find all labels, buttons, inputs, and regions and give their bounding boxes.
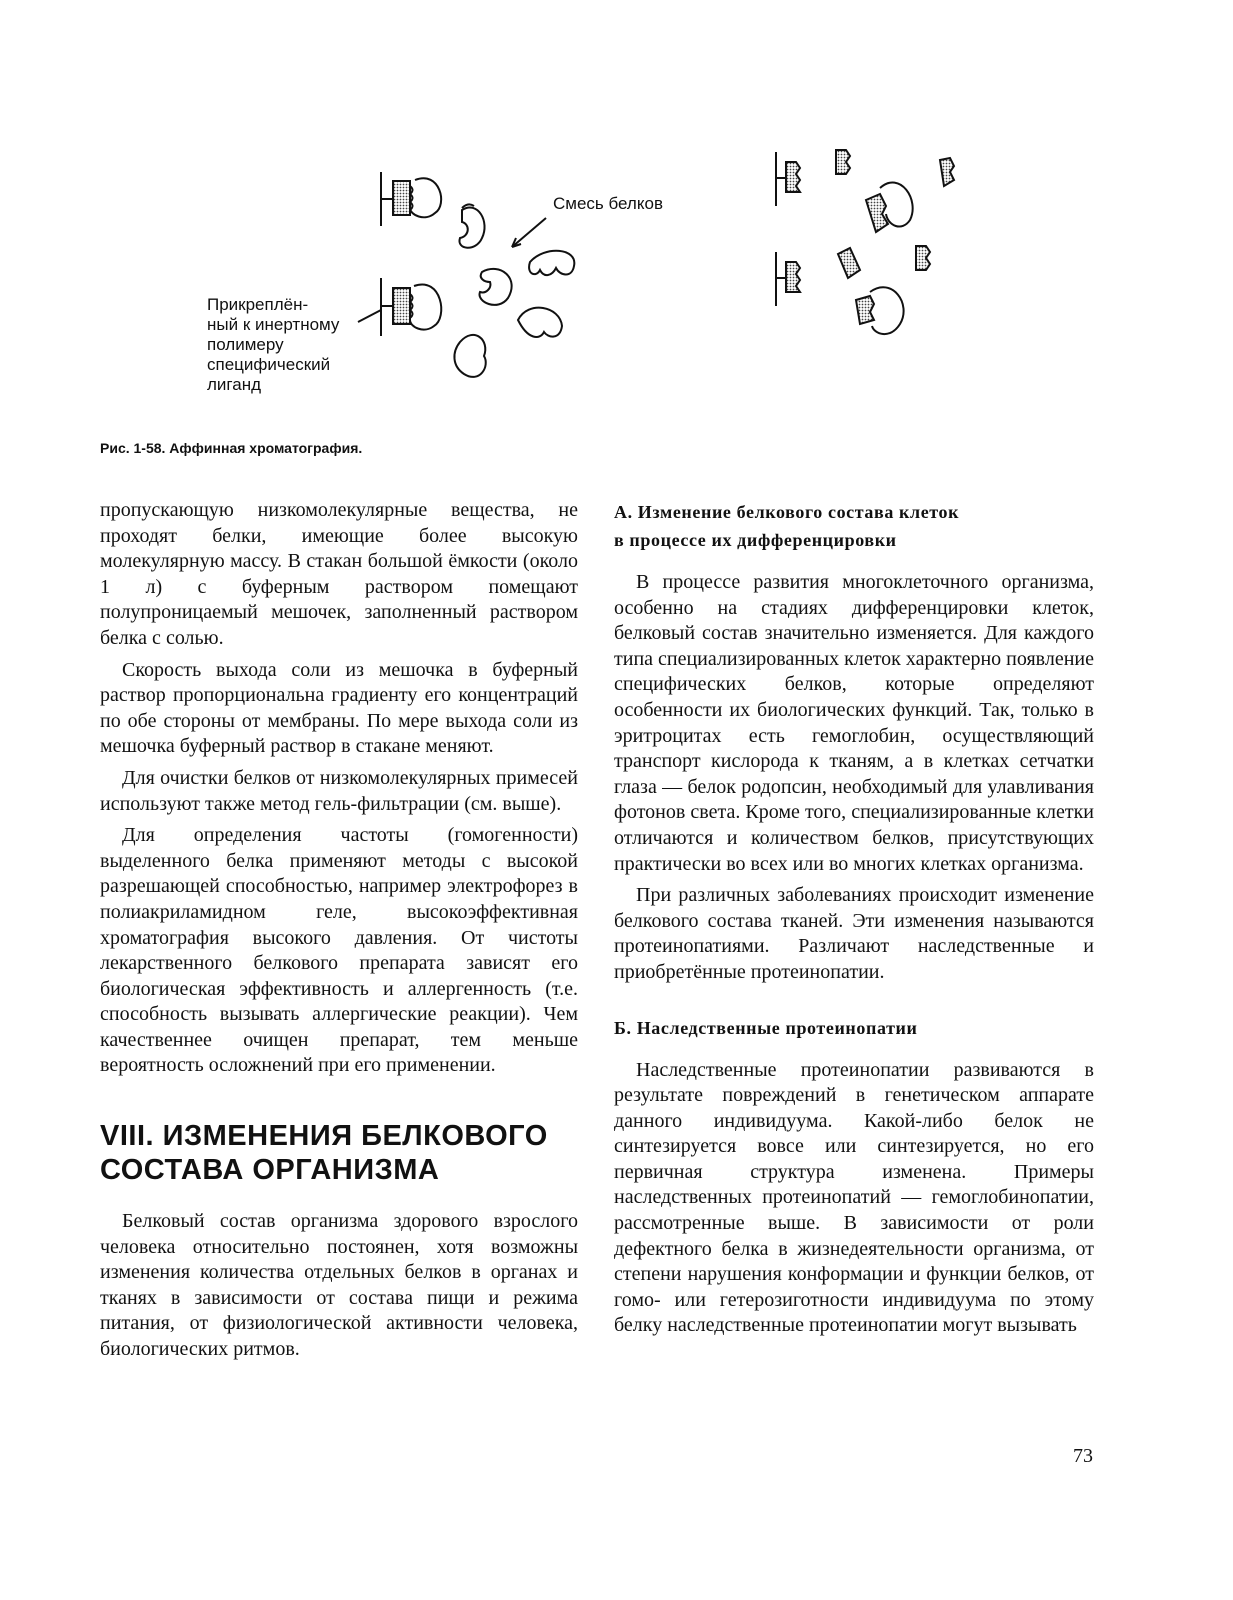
ligand-label-line: Прикреплён- [207,295,309,314]
protein-4 [518,308,562,337]
section-a-heading [614,498,1094,554]
paragraph: Наследственные протеинопатии развиваются в результате повреждений в генетическом аппарате данного индивидуума. Какой-либо белок не синтезируется вовсе или синтезируется, но его первичная структура изменена. Примеры наследственных протеинопатий — гемоглобинопатии, рассмотренные выше. В зависимости от роли дефектного белка в жизнедеятельности организма, от степени нарушения конформации и функции белков, от гомо- или гетерозиготности индивидуума по этому белку наследственные протеинопатии могут вызывать [614,1058,1094,1337]
paragraph: Скорость выхода соли из мешочка в буферный раствор пропорциональна градиенту его концентраций по обе стороны от мембраны. По мере выхода соли из мешочка буферный раствор в стакане меняют. [100,658,578,758]
right-support-top [776,152,800,206]
paragraph: Белковый состав организма здорового взрослого человека относительно постоянен, хотя возможны изменения количества отдельных белков в органах и тканях в зависимости от состава пищи и режима питания, от физиологической активности человека, биологических ритмов. [100,1210,578,1361]
ligand-label-line: лиганд [207,375,262,394]
paragraph: При различных заболеваниях происходит изменение белкового состава тканей. Эти изменения называются протеинопатиями. Различают наследственные и приобретённые протеинопатии. [614,884,1094,983]
ligand-label-line: специфический [207,355,331,374]
eluted-ligand-3 [838,248,860,278]
protein-3 [529,251,574,275]
right-column [614,498,1094,1339]
eluted-complex-2 [856,287,904,334]
protein-2 [480,269,512,305]
eluted-ligand-1 [836,150,850,174]
section-heading-line: А. Изменение белкового состава клеток [614,502,960,522]
eluted-ligand-2 [940,158,954,186]
support-ligand-top [381,172,441,226]
left-column [100,498,578,1363]
chapter-heading-line: СОСТАВА ОРГАНИЗМА [100,1154,440,1187]
paragraph: В процессе развития многоклеточного организма, особенно на стадиях дифференцировки клеток, белковый состав значительно изменяется. Для каждого типа специализированных клеток характерно появление специфических белков, которые определяют особенности их биологических функций. Так, только в эритроцитах есть гемоглобин, осуществляющий транспорт кислорода к тканям, а в клетках сетчатки глаза — белок родопсин, необходимый для улавливания фотонов света. Кроме того, специализированные клетки отличаются и количеством белков, присутствующих практически во всех или во многих клетках организма. [614,571,1094,875]
figure-drawing [0,0,1233,470]
ligand-label-line: полимеру [207,335,284,354]
protein-1 [459,207,484,247]
eluted-complex-1 [866,182,913,232]
right-support-bottom [776,252,800,306]
paragraph: Для очистки белков от низкомолекулярных примесей используют также метод гель-фильтрации (см. выше). [100,766,578,815]
ligand-label [207,295,377,395]
ligand-label-line: ный к инертному [207,315,340,334]
chapter-heading-line: VIII. ИЗМЕНЕНИЯ БЕЛКОВОГО [100,1120,548,1153]
protein-mixture-label: Смесь белков [553,194,663,213]
section-b-heading: Б. Наследственные протеинопатии [614,1017,918,1038]
page-number: 73 [1073,1445,1093,1467]
figure-caption: Рис. 1-58. Аффинная хроматография. [100,440,363,456]
affinity-chromatography-figure [0,0,1233,470]
paragraph: Для определения частоты (гомогенности) выделенного белка применяют методы с высокой разрешающей способностью, например электрофорез в полиакриламидном геле, высокоэффективная хроматография высокого давления. От чистоты лекарственного белкового препарата зависят его биологическая эффективность и аллергенность (т.е. способность вызывать аллергические реакции). Чем качественнее очищен препарат, тем меньше вероятность осложнений при его применении. [100,824,578,1077]
section-heading-line: в процессе их дифференцировки [614,530,897,550]
protein-5 [454,335,485,377]
eluted-ligand-4 [916,246,930,270]
support-ligand-bottom [381,278,441,336]
chapter-heading [100,1119,578,1187]
paragraph: пропускающую низкомолекулярные вещества, не проходят белки, имеющие более высокую молекулярную массу. В стакан большой ёмкости (около 1 л) с буферным раствором помещают полупроницаемый мешочек, заполненный раствором белка с солью. [100,499,578,649]
